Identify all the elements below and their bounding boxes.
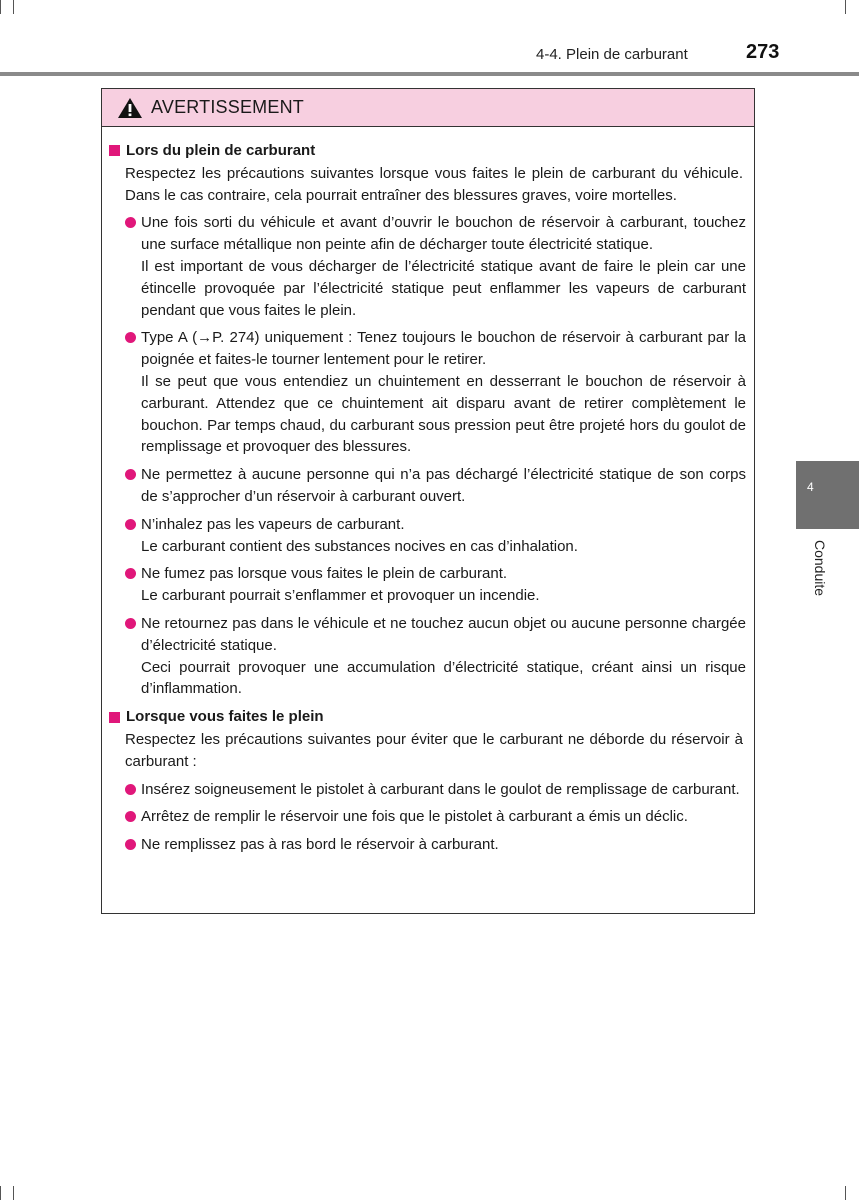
list-item [109,806,746,828]
list-item [109,834,746,856]
list-item-text: Ne permettez à aucune personne qui n’a pas déchargé l’électricité statique de son corps de s’approcher d’un réservoir à carburant ouvert. [141,466,746,505]
list-item-text: Le carburant contient des substances nocives en cas d’inhalation. [141,537,578,555]
list-item [109,563,746,607]
list-item-text: Ne retournez pas dans le véhicule et ne touchez aucun objet ou aucune personne chargée d’électricité statique. [141,614,746,654]
section-heading-text: Lorsque vous faites le plein [126,708,324,726]
circle-bullet-icon [125,568,136,579]
square-bullet-icon [109,145,120,156]
warning-triangle-icon [117,97,143,119]
list-item [109,327,746,458]
circle-bullet-icon [125,469,136,480]
crop-mark [0,0,1,14]
circle-bullet-icon [125,839,136,850]
warning-box [101,88,755,914]
chapter-tab [796,461,859,529]
list-item-text: Ne fumez pas lorsque vous faites le plein de carburant. [141,565,508,583]
section-heading [109,706,746,728]
list-item-text: Insérez soigneusement le pistolet à carburant dans le goulot de remplissage de carburant. [141,780,740,798]
list-item-text: N’inhalez pas les vapeurs de carburant. [141,515,405,533]
crop-mark [845,1186,846,1200]
page-number: 273 [746,41,780,63]
section-intro: Respectez les précautions suivantes lorsque vous faites le plein de carburant du véhicule. Dans le cas contraire, cela pourrait entraîner des blessures graves, voire mortelles. [125,164,743,204]
crop-mark [13,0,14,14]
section-heading [109,140,746,162]
list-item-text: Type A (→P. 274) uniquement : Tenez toujours le bouchon de réservoir à carburant par la poignée et faites-le tourner lentement pour le retirer. [141,329,746,369]
section-intro: Respectez les précautions suivantes pour éviter que le carburant ne déborde du réservoir à carburant : [125,730,743,770]
list-item-text: Ne remplissez pas à ras bord le réservoir à carburant. [141,836,499,854]
list-item-text: Il est important de vous décharger de l’électricité statique avant de faire le plein car une étincelle provoquée par l’électricité statique peut enflammer les vapeurs de carburant pendant que vous faites le plein. [141,257,746,319]
list-item-text: Le carburant pourrait s’enflammer et provoquer un incendie. [141,587,540,605]
list-item [109,779,746,801]
warning-title: AVERTISSEMENT [151,97,304,117]
list-item [109,212,746,321]
circle-bullet-icon [125,217,136,228]
list-item-text: Ceci pourrait provoquer une accumulation d’électricité statique, créant ainsi un risque d’inflammation. [141,658,746,698]
circle-bullet-icon [125,811,136,822]
list-item-text: Il se peut que vous entendiez un chuintement en desserrant le bouchon de réservoir à carburant. Attendez que ce chuintement ait disparu avant de retirer complètement le bouchon. Par temps chaud, du carburant sous pression peut être projeté hors du goulot de remplissage et provoquer des blessures. [141,372,746,456]
section-heading-text: Lors du plein de carburant [126,142,316,159]
crop-mark [13,1186,14,1200]
circle-bullet-icon [125,332,136,343]
list-item-text: Arrêtez de remplir le réservoir une fois que le pistolet à carburant a émis un déclic. [141,808,688,826]
list-item [109,514,746,558]
warning-title-bar [102,89,754,127]
warning-body [102,127,754,856]
circle-bullet-icon [125,618,136,629]
crop-mark [0,1186,1,1200]
list-item [109,464,746,508]
square-bullet-icon [109,712,120,723]
header-rule [0,72,859,76]
list-item [109,613,746,700]
circle-bullet-icon [125,519,136,530]
chapter-number: 4 [807,480,814,494]
circle-bullet-icon [125,784,136,795]
list-item-text: Une fois sorti du véhicule et avant d’ouvrir le bouchon de réservoir à carburant, touchez une surface métallique non peinte afin de décharger toute électricité statique. [141,214,746,254]
chapter-label: Conduite [812,540,828,597]
section-title: 4-4. Plein de carburant [536,46,688,63]
crop-mark [845,0,846,14]
